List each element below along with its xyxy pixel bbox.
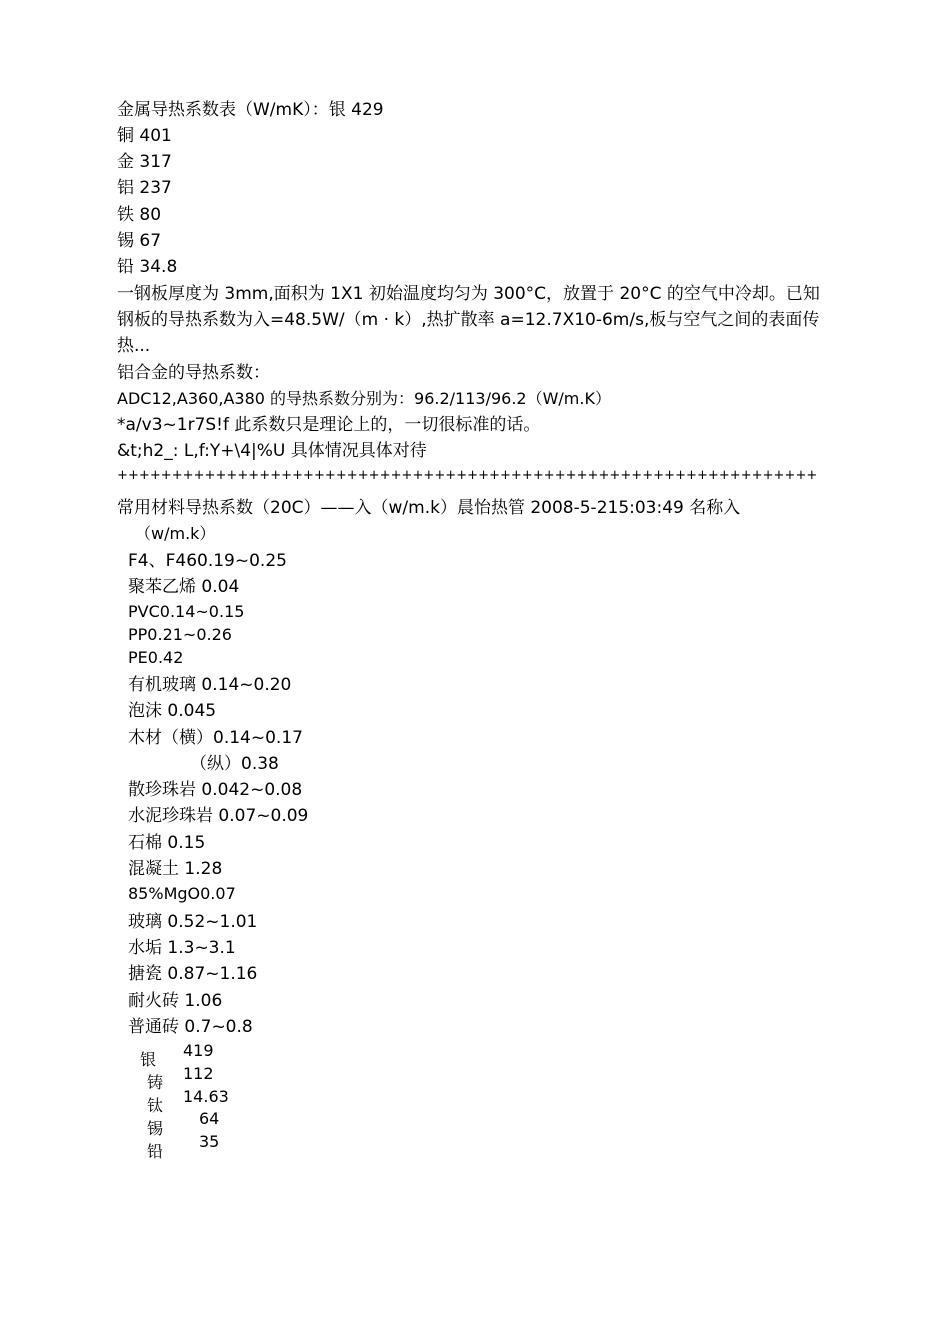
note-line: *a/v3~1r7S!f 此系数只是理论上的，一切很标准的话。 [117, 415, 541, 435]
metal-item: 铁 80 [117, 205, 162, 225]
material-row: 85%MgO0.07 [128, 884, 236, 903]
materials-table-unit: （w/m.k） [135, 524, 216, 543]
metal-name-cell: 钛 [147, 1096, 164, 1115]
metal-item: 铜 401 [117, 126, 172, 146]
metal-table-title: 金属导热系数表（W/mK）：银 429 [117, 100, 384, 120]
material-row: PVC0.14~0.15 [128, 602, 245, 621]
metal-name-cell: 锡 [147, 1119, 164, 1138]
material-row: PP0.21~0.26 [128, 625, 232, 644]
material-row: F4、F460.19~0.25 [128, 551, 287, 571]
material-row: 木材（横）0.14~0.17 [128, 728, 303, 748]
alloy-values: ADC12,A360,A380 的导热系数分别为：96.2/113/96.2（W/m.K） [117, 389, 611, 408]
material-row: 泡沫 0.045 [128, 701, 217, 721]
material-row: PE0.42 [128, 648, 184, 667]
metal-value-cell: 64 [199, 1109, 220, 1128]
material-row: 石棉 0.15 [128, 833, 206, 853]
material-row: 聚苯乙烯 0.04 [128, 577, 240, 597]
material-row: 水泥珍珠岩 0.07~0.09 [128, 806, 309, 826]
material-row: 混凝土 1.28 [128, 859, 223, 879]
material-row: 普通砖 0.7~0.8 [128, 1017, 253, 1037]
metal-value-cell: 419 [183, 1041, 214, 1060]
metal-value-cell: 112 [183, 1064, 214, 1083]
material-row: （纵）0.38 [190, 754, 279, 774]
material-row: 搪瓷 0.87~1.16 [128, 964, 258, 984]
metal-item: 铝 237 [117, 178, 172, 198]
material-row: 耐火砖 1.06 [128, 991, 223, 1011]
metal-item: 铅 34.8 [117, 257, 178, 277]
metal-item: 锡 67 [117, 231, 162, 251]
metal-value-cell: 14.63 [183, 1087, 229, 1106]
metal-value-cell: 35 [199, 1132, 220, 1151]
material-row: 散珍珠岩 0.042~0.08 [128, 780, 303, 800]
steel-plate-paragraph: 一钢板厚度为 3mm,面积为 1X1 初始温度均匀为 300°C，放置于 20°C 的空气中冷却。已知钢板的导热系数为入=48.5W/（m · k）,热扩散率 a=12.7X10-6m/s,板与空气之间的表面传热... [117, 284, 820, 356]
material-row: 有机玻璃 0.14~0.20 [128, 675, 292, 695]
separator: ++++++++++++++++++++++++++++++++++++++++++++++++++++++++++++++++ [117, 468, 818, 483]
metal-item: 金 317 [117, 152, 172, 172]
alloy-title: 铝合金的导热系数： [117, 363, 270, 383]
material-row: 玻璃 0.52~1.01 [128, 912, 258, 932]
metal-name-cell: 铅 [147, 1142, 164, 1161]
metal-name-cell: 银 [140, 1050, 157, 1069]
note-line: &t;h2_: L,f:Y+\4|%U 具体情况具体对待 [117, 441, 427, 461]
materials-table-title: 常用材料导热系数（20C）——入（w/m.k）晨怡热管 2008-5-215:03:49 名称入 [117, 498, 741, 518]
material-row: 水垢 1.3~3.1 [128, 938, 236, 958]
metal-name-cell: 铸 [147, 1073, 164, 1092]
